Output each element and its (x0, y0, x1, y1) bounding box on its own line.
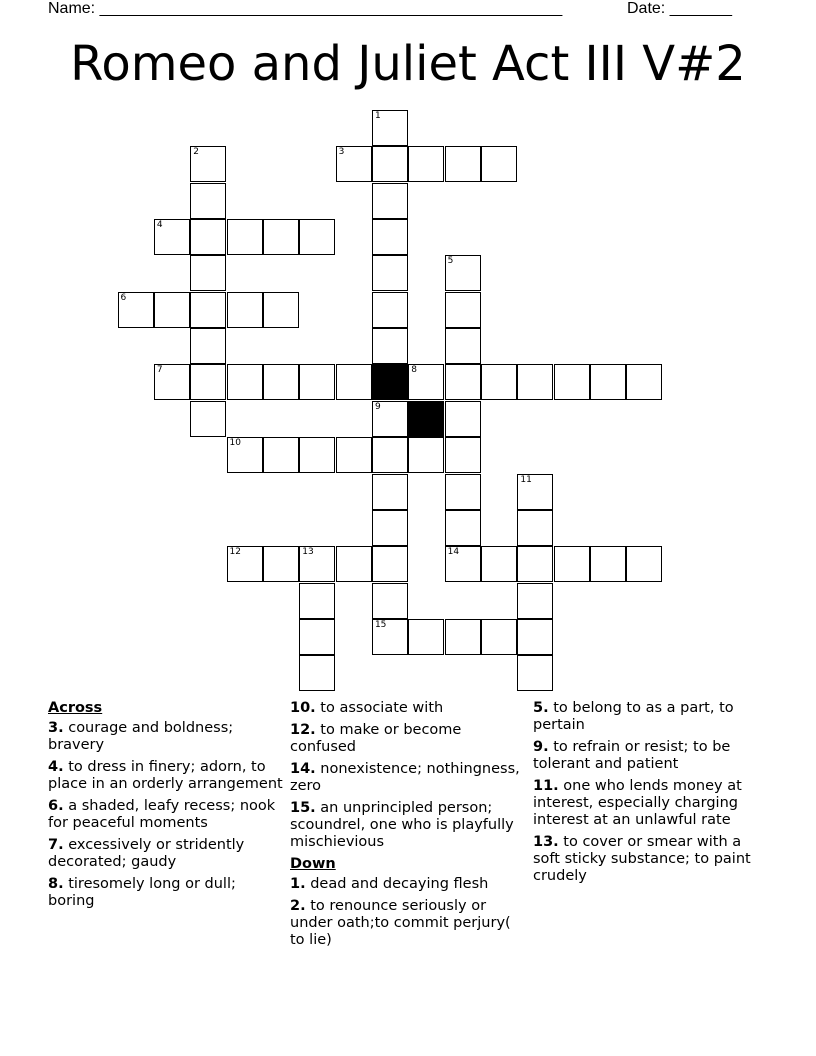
clue-number-label: 14. (290, 761, 316, 777)
grid-cell[interactable] (408, 146, 444, 182)
clue-text: excessively or stridently decorated; gaudy (48, 837, 245, 870)
clues-column-3 (533, 700, 768, 890)
clue-text: to belong to as a part, to pertain (533, 700, 734, 733)
grid-cell[interactable] (408, 437, 444, 473)
grid-cell[interactable] (445, 437, 481, 473)
clue-number: 8 (411, 365, 418, 376)
grid-cell[interactable] (336, 146, 372, 182)
grid-cell[interactable] (372, 401, 408, 437)
clue-number-label: 6. (48, 798, 64, 814)
clue-text: to renounce seriously or under oath;to commit perjury( to lie) (290, 898, 511, 948)
clue-text: nonexistence; nothingness, zero (290, 761, 520, 794)
clue-number: 15 (374, 619, 387, 630)
grid-cell[interactable] (190, 328, 226, 364)
grid-cell[interactable] (445, 510, 481, 546)
clue-number: 5 (447, 256, 454, 267)
grid-cell[interactable] (445, 146, 481, 182)
clue-number: 12 (229, 547, 241, 558)
grid-cell[interactable] (263, 292, 299, 328)
grid-cell[interactable] (554, 364, 590, 400)
grid-cell[interactable] (154, 219, 190, 255)
clues-column-2 (290, 700, 520, 954)
grid-cell[interactable] (299, 364, 335, 400)
grid-cell[interactable] (372, 546, 408, 582)
grid-cell[interactable] (299, 437, 335, 473)
grid-cell[interactable] (372, 292, 408, 328)
clue-number: 2 (193, 147, 199, 158)
across-heading: Across (48, 700, 103, 716)
grid-cell[interactable] (445, 474, 481, 510)
grid-cell[interactable] (445, 619, 481, 655)
grid-cell[interactable] (190, 401, 226, 437)
grid-cell[interactable] (517, 655, 553, 691)
clue-text: a shaded, leafy recess; nook for peaceful moments (48, 798, 276, 831)
clue-number: 7 (156, 365, 163, 376)
black-cell (372, 364, 408, 400)
date-field-label: Date: _______ (627, 0, 732, 17)
grid-cell[interactable] (190, 219, 226, 255)
grid-cell[interactable] (263, 437, 299, 473)
grid-cell[interactable] (590, 546, 626, 582)
clue-text: tiresomely long or dull; boring (48, 876, 236, 909)
down-heading: Down (290, 856, 336, 872)
clue-number-label: 5. (533, 700, 549, 716)
clue-item (533, 739, 768, 773)
clue-number-label: 15. (290, 800, 316, 816)
grid-cell[interactable] (336, 364, 372, 400)
across-clue-list-continued (290, 700, 520, 851)
grid-cell[interactable] (299, 583, 335, 619)
grid-cell[interactable] (517, 364, 553, 400)
grid-cell[interactable] (408, 364, 444, 400)
clue-number-label: 7. (48, 837, 64, 853)
clue-number-label: 1. (290, 876, 306, 892)
clue-number: 13 (302, 547, 314, 558)
clue-number-label: 2. (290, 898, 306, 914)
grid-cell[interactable] (227, 546, 263, 582)
grid-cell[interactable] (118, 292, 154, 328)
grid-cell[interactable] (263, 364, 299, 400)
grid-cell[interactable] (517, 546, 553, 582)
clue-text: dead and decaying flesh (305, 876, 489, 892)
clue-number: 11 (520, 474, 532, 485)
clue-number: 9 (374, 401, 381, 412)
grid-cell[interactable] (263, 546, 299, 582)
clue-number: 14 (447, 547, 460, 558)
grid-cell[interactable] (263, 219, 299, 255)
grid-cell[interactable] (481, 364, 517, 400)
clue-number-label: 8. (48, 876, 64, 892)
clue-number-label: 12. (290, 722, 316, 738)
clue-item (48, 759, 283, 793)
clue-text: to make or become confused (290, 722, 462, 755)
page-title: Romeo and Juliet Act III V#2 (70, 36, 746, 92)
clue-number-label: 13. (533, 834, 559, 850)
grid-cell[interactable] (154, 292, 190, 328)
grid-cell[interactable] (408, 619, 444, 655)
clue-item (48, 798, 283, 832)
grid-cell[interactable] (299, 219, 335, 255)
clue-text: to cover or smear with a soft sticky substance; to paint crudely (533, 834, 751, 884)
clue-item (290, 876, 520, 893)
clue-item (290, 898, 520, 949)
grid-cell[interactable] (445, 546, 481, 582)
grid-cell[interactable] (227, 437, 263, 473)
clue-item (290, 722, 520, 756)
grid-cell[interactable] (227, 292, 263, 328)
grid-cell[interactable] (372, 619, 408, 655)
grid-cell[interactable] (299, 655, 335, 691)
grid-cell[interactable] (445, 255, 481, 291)
clue-text: to associate with (315, 700, 444, 716)
grid-cell[interactable] (445, 328, 481, 364)
grid-cell[interactable] (299, 546, 335, 582)
grid-cell[interactable] (554, 546, 590, 582)
grid-cell[interactable] (481, 619, 517, 655)
grid-cell[interactable] (190, 292, 226, 328)
grid-cell[interactable] (372, 110, 408, 146)
across-clue-list (48, 720, 283, 910)
grid-cell[interactable] (227, 219, 263, 255)
grid-cell[interactable] (517, 474, 553, 510)
black-cell (408, 401, 444, 437)
clue-text: courage and boldness; bravery (48, 720, 234, 753)
grid-cell[interactable] (227, 364, 263, 400)
clue-number: 10 (229, 438, 241, 449)
grid-cell[interactable] (154, 364, 190, 400)
grid-cell[interactable] (517, 583, 553, 619)
grid-cell[interactable] (372, 437, 408, 473)
grid-cell[interactable] (372, 255, 408, 291)
grid-cell[interactable] (445, 401, 481, 437)
grid-cell[interactable] (372, 328, 408, 364)
name-field-label: Name: ____________________________________________________ (48, 0, 563, 17)
grid-cell[interactable] (190, 364, 226, 400)
clue-item (48, 876, 283, 910)
clue-item (48, 837, 283, 871)
grid-cell[interactable] (481, 546, 517, 582)
grid-cell[interactable] (372, 219, 408, 255)
clues-column-1 (48, 700, 283, 915)
clue-number: 4 (156, 220, 163, 231)
clue-number: 6 (120, 292, 127, 303)
grid-cell[interactable] (590, 364, 626, 400)
grid-cell[interactable] (190, 255, 226, 291)
grid-cell[interactable] (481, 146, 517, 182)
grid-cell[interactable] (626, 364, 662, 400)
clue-number-label: 3. (48, 720, 64, 736)
grid-cell[interactable] (517, 510, 553, 546)
clue-number: 3 (338, 147, 345, 158)
clue-item (533, 700, 768, 734)
clue-text: one who lends money at interest, especially charging interest at an unlawful rate (533, 778, 742, 828)
grid-cell[interactable] (336, 546, 372, 582)
clue-item (290, 700, 520, 717)
grid-cell[interactable] (299, 619, 335, 655)
clue-number: 1 (374, 111, 381, 121)
clue-item (48, 720, 283, 754)
clue-item (290, 800, 520, 851)
grid-cell[interactable] (372, 583, 408, 619)
clue-number-label: 4. (48, 759, 64, 775)
clue-item (533, 778, 768, 829)
clue-text: to dress in finery; adorn, to place in an orderly arrangement (48, 759, 283, 792)
clue-item (533, 834, 768, 885)
grid-cell[interactable] (190, 183, 226, 219)
clue-text: an unprincipled person; scoundrel, one who is playfully mischievious (290, 800, 514, 850)
clue-number-label: 9. (533, 739, 549, 755)
grid-cell[interactable] (372, 183, 408, 219)
clue-number-label: 10. (290, 700, 316, 716)
down-clue-list-continued (533, 700, 768, 885)
grid-cell[interactable] (517, 619, 553, 655)
down-clue-list (290, 876, 520, 949)
grid-cell[interactable] (372, 510, 408, 546)
grid-cell[interactable] (372, 146, 408, 182)
grid-cell[interactable] (190, 146, 226, 182)
clue-text: to refrain or resist; to be tolerant and patient (533, 739, 731, 772)
clue-number-label: 11. (533, 778, 559, 794)
grid-cell[interactable] (336, 437, 372, 473)
grid-cell[interactable] (445, 364, 481, 400)
grid-cell[interactable] (626, 546, 662, 582)
grid-cell[interactable] (445, 292, 481, 328)
grid-cell[interactable] (372, 474, 408, 510)
clue-item (290, 761, 520, 795)
